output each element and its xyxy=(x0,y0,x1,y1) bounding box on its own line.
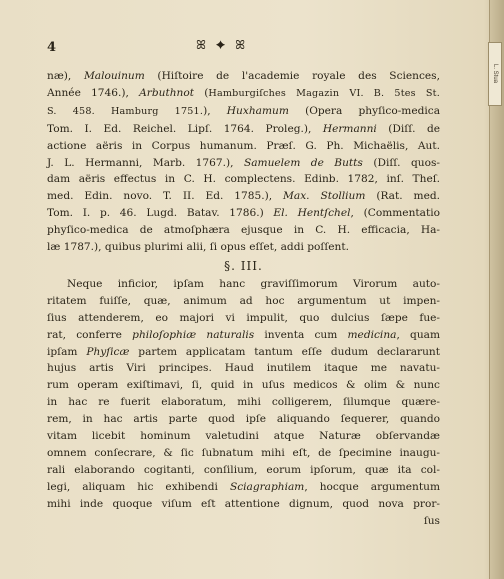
margin-label-tab: L. Stua xyxy=(488,42,502,106)
italic-name: Samuelem de Butts xyxy=(243,156,363,169)
text-line xyxy=(47,239,440,256)
text-span: Année 1746.), xyxy=(47,86,140,99)
text-span: rem, in hac artis parte quod ipſe aliquando ſequerer, quando xyxy=(47,413,440,426)
text-line xyxy=(47,411,440,428)
text-line xyxy=(47,360,440,377)
text-line xyxy=(47,428,440,445)
text-line xyxy=(47,513,440,530)
text-span: , (Commentatio xyxy=(350,207,440,220)
text-span: actione aëris in Corpus humanum. Præſ. G. Ph. Michaëlis, Aut. xyxy=(47,139,440,152)
text-line xyxy=(47,293,440,310)
text-line xyxy=(47,68,440,85)
text-span: ritatem fuiſſe, quæ, animum ad hoc argumentum ut impen- xyxy=(47,294,440,307)
italic-name: Huxhamum xyxy=(226,104,289,117)
text-line xyxy=(47,85,440,103)
text-span: ( xyxy=(194,86,209,99)
blackletter-text: S. 458. Hamburg 1751. xyxy=(47,105,204,117)
text-line xyxy=(47,394,440,411)
text-span: ſius attenderem, eo majori vi impulit, quo dulcius ſæpe fue- xyxy=(47,311,440,324)
text-line xyxy=(47,121,440,138)
text-span: phyſico-medica de atmoſphæra ejusque in C. H. efficacia, Ha- xyxy=(47,224,440,237)
text-span: næ), xyxy=(47,70,84,82)
text-span: Neque inficior, ipſam hanc graviſſimorum Virorum auto- xyxy=(67,277,440,290)
text-span: ſus xyxy=(423,514,440,527)
text-span: Tom. I. p. 46. Lugd. Batav. 1786.) xyxy=(47,207,274,220)
italic-name: Sciagraphiam xyxy=(229,480,305,493)
text-span: med. Edin. novo. T. II. Ed. 1785.), xyxy=(47,190,284,203)
text-span: partem applicatam tantum eſſe dudum declararunt xyxy=(129,345,440,358)
text-line xyxy=(47,188,440,205)
text-line xyxy=(47,327,440,344)
body-text xyxy=(47,68,440,529)
text-span: hujus artis Viri principes. Haud inutilem itaque me navatu- xyxy=(47,362,440,375)
text-span: (Diſſ. quos- xyxy=(362,156,440,169)
text-span: omnem conſecrare, & ſic ſubnatum mihi eſt, de ſpecimine inaugu- xyxy=(47,446,440,459)
text-line xyxy=(47,276,440,293)
text-line xyxy=(47,377,440,394)
text-span: (Opera phyſico-medica xyxy=(288,104,441,117)
text-span: ipſam xyxy=(47,345,87,358)
italic-name: Malouinum xyxy=(83,70,145,82)
text-line xyxy=(47,205,440,222)
italic-name: Hermanni xyxy=(322,122,377,135)
blackletter-text: Hamburgiſches Magazin VI. B. 5tes St. xyxy=(208,87,440,99)
text-span: dam aëris effectus in C. H. complectens. Edinb. 1782, inſ. Theſ. xyxy=(47,173,440,186)
text-span: in hac re fuerit elaboratum, mihi colligerem, ſilumque quære- xyxy=(47,396,440,409)
text-line xyxy=(47,310,440,327)
italic-name: El. Hentſchel xyxy=(273,207,351,220)
text-span: inventa cum xyxy=(254,328,348,341)
italic-name: medicina xyxy=(347,328,397,341)
text-span: rali elaborando cogitanti, conſilium, eorum ipſorum, quæ ita col- xyxy=(47,463,440,476)
italic-name: philoſophiæ naturalis xyxy=(132,328,255,341)
text-line xyxy=(47,479,440,496)
text-span: (Diſſ. de xyxy=(376,122,440,135)
header-ornament: ꕤ ✦ ꕤ xyxy=(196,38,249,52)
text-span: , quam xyxy=(396,328,441,341)
text-span: rat, conferre xyxy=(47,328,133,341)
text-span: vitam licebit hominum valetudini atque Naturæ obſervandæ xyxy=(47,430,440,443)
text-line xyxy=(47,138,440,155)
section-heading: §. III. xyxy=(224,258,263,273)
text-line xyxy=(47,496,440,513)
text-span: rum operam exiſtimavi, ſi, quid in uſus medicos & olim & nunc xyxy=(47,379,440,392)
text-line xyxy=(47,344,440,361)
text-line xyxy=(47,155,440,172)
text-span: legi, aliquam hic exhibendi xyxy=(47,480,230,493)
text-line xyxy=(47,171,440,188)
text-line xyxy=(47,103,440,121)
italic-name: Max. Stollium xyxy=(283,190,366,203)
page-number: 4 xyxy=(47,40,57,55)
italic-name: Arbuthnot xyxy=(139,86,194,99)
text-span: J. L. Hermanni, Marb. 1767.), xyxy=(47,156,244,169)
text-line xyxy=(47,445,440,462)
text-span: læ 1787.), quibus plurimi alii, ſi opus eſſet, addi poſſent. xyxy=(47,241,349,254)
text-span: mihi inde quoque viſum eſt attentione dignum, quod nova pror- xyxy=(47,497,440,510)
text-line xyxy=(47,222,440,239)
italic-name: Phyſicæ xyxy=(86,345,130,358)
text-line xyxy=(47,462,440,479)
text-span: (Hiſtoire de l'academie royale des Sciences, xyxy=(144,70,440,82)
text-span: Tom. I. Ed. Reichel. Lipſ. 1764. Proleg.), xyxy=(47,122,323,135)
text-span: , hocque argumentum xyxy=(304,480,440,493)
text-span: (Rat. med. xyxy=(365,190,440,203)
text-span: ), xyxy=(203,104,227,117)
